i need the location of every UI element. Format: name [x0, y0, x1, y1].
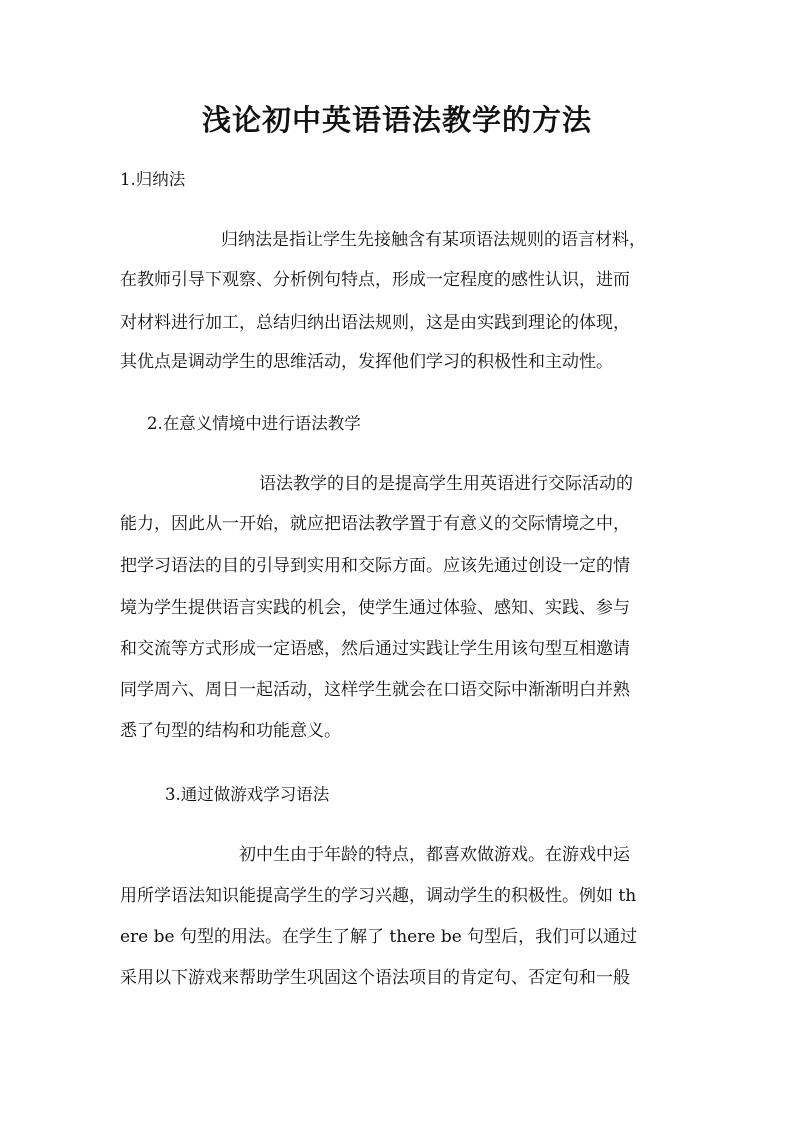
section-1-line-3: 对材料进行加工，总结归纳出语法规则，这是由实践到理论的体现，	[120, 313, 630, 333]
document-title: 浅论初中英语语法教学的方法	[201, 103, 592, 137]
section-1-heading: 1.归纳法	[120, 170, 186, 189]
section-2-line-3: 把学习语法的目的引导到实用和交际方面。应该先通过创设一定的情	[120, 556, 630, 576]
section-3-line-4: 采用以下游戏来帮助学生巩固这个语法项目的肯定句、否定句和一般	[120, 968, 630, 988]
section-2-line-2: 能力，因此从一开始，就应把语法教学置于有意义的交际情境之中，	[120, 514, 630, 534]
section-1-line-2: 在教师引导下观察、分析例句特点，形成一定程度的感性认识，进而	[120, 270, 630, 290]
section-2-line-5: 和交流等方式形成一定语感，然后通过实践让学生用该句型互相邀请	[120, 639, 630, 659]
section-3-line-1: 初中生由于年龄的特点，都喜欢做游戏。在游戏中运	[239, 845, 630, 865]
section-3-line-2: 用所学语法知识能提高学生的学习兴趣，调动学生的积极性。例如 th	[120, 886, 637, 906]
section-3-line-3: ere be 句型的用法。在学生了解了 there be 句型后，我们可以通过	[120, 927, 638, 947]
section-1-line-1: 归纳法是指让学生先接触含有某项语法规则的语言材料，	[221, 230, 646, 250]
section-2-heading: 2.在意义情境中进行语法教学	[147, 414, 361, 433]
section-3-heading: 3.通过做游戏学习语法	[165, 785, 330, 804]
section-2-line-4: 境为学生提供语言实践的机会，使学生通过体验、感知、实践、参与	[120, 598, 630, 618]
section-1-line-4: 其优点是调动学生的思维活动，发挥他们学习的积极性和主动性。	[120, 352, 613, 372]
section-2-line-1: 语法教学的目的是提高学生用英语进行交际活动的	[259, 474, 633, 494]
section-2-line-6: 同学周六、周日一起活动，这样学生就会在口语交际中渐渐明白并熟	[120, 680, 630, 700]
section-2-line-7: 悉了句型的结构和功能意义。	[120, 721, 341, 741]
